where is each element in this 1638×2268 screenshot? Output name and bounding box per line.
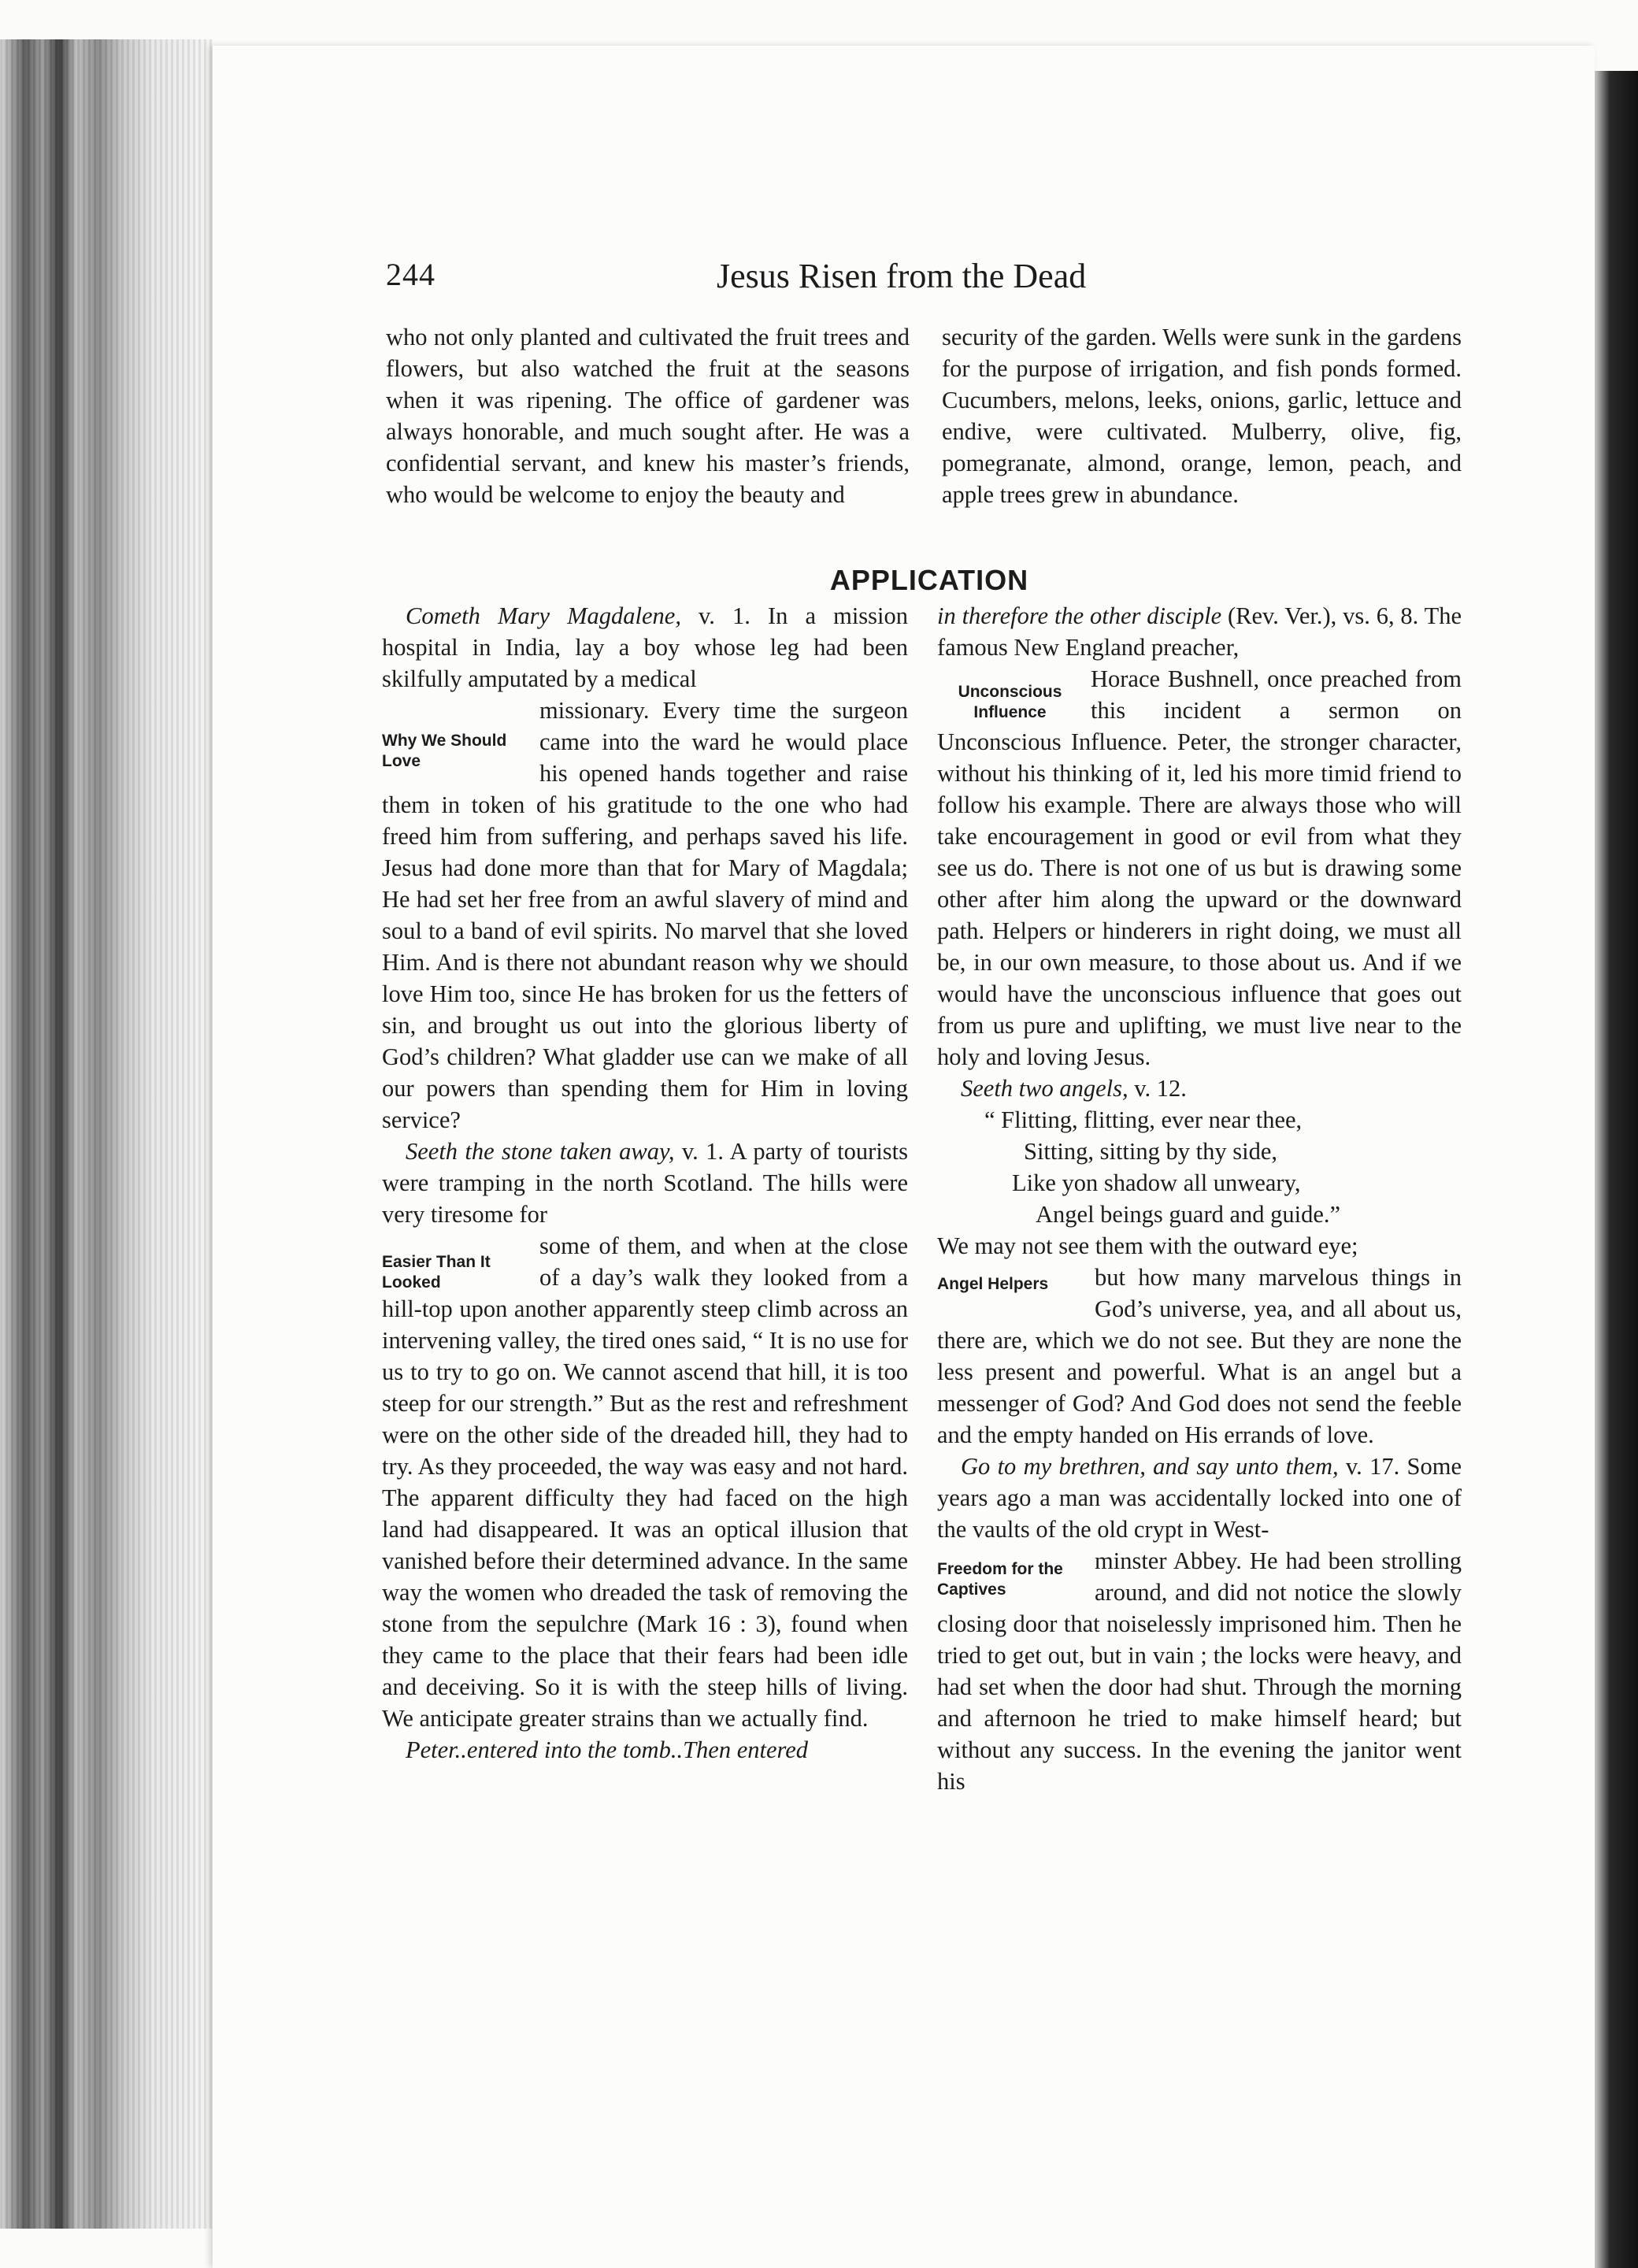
paragraph: security of the garden. Wells were sunk in the gardens for the purpose of irrigation, and fish ponds formed. Cucumbers, melons, leeks, onions, garlic, lettuce and endive, were cultivated. Mulberry, olive, fig, pomegranate, almond, orange, lemon, peach, and apple trees grew in abundance. <box>942 324 1462 508</box>
paragraph-text: v. 1. In a mission hospital in India, lay a boy whose leg had been skilfully amputated by a medical <box>382 602 909 692</box>
paragraph: who not only planted and cultivated the fruit trees and flowers, but also watched the fruit at the seasons when it was ripening. The office of gardener was always honorable, and much sought after. He was a confidential servant, and knew his master’s friends, who would be welcome to enjoy the beauty and <box>386 324 910 508</box>
paragraph-text: some of them, and when at the close of a day’s walk they looked from a hill-top upon another apparently steep climb across an intervening valley, the tired ones said, “ It is no use for us to try to go on. We cannot ascend that hill, it is too steep for our strength.” But as the rest and refreshment were on the other side of the dreaded hill, they had to try. As they proceeded, the way was easy and not hard. The apparent difficulty they had faced on the high land had disappeared. It was an optical illusion that vanished before their determined advance. In the same way the women who dreaded the task of removing the stone from the sepulchre (Mark 16 : 3), found when they came to the place that their fears had been idle and deceiving. So it is with the steep hills of living. We anticipate greater strains than we actually find. <box>382 1232 908 1732</box>
left-column-top <box>386 321 910 510</box>
paragraph-text: missionary. Every time the surgeon came into the ward he would place his opened hands together and raise them in token of his gratitude to the one who had freed him from suffering, and perhaps saved his life. Jesus had done more than that for Mary of Magdala; He had set her free from an awful slavery of mind and soul to a band of evil spirits. No marvel that she loved Him. And is there not abundant reason why we should love Him too, since He has broken for us the fetters of sin, and brought us out into the glorious liberty of God’s children? What gladder use can we make of all our powers than spending them for Him in loving service? <box>382 697 908 1133</box>
paragraph-text: but how many marvelous things in God’s universe, yea, and all about us, there are, which we do not see. But they are none the less present and powerful. What is an angel but a messenger of God? And God does not send the feeble and the empty handed on His errands of love. <box>937 1264 1462 1448</box>
poem-line: Angel beings guard and guide.” <box>1036 1201 1341 1228</box>
paragraph-text: v. 1. A party of tourists were tramping in the north Scotland. The hills were very tiresome for <box>382 1138 909 1228</box>
paragraph-text: minster Abbey. He had been strolling around, and did not notice the slowly closing door that noiselessly imprisoned him. Then he tried to get out, but in vain ; the locks were heavy, and had set when the door had shut. Through the morning and afternoon he tried to make himself heard; but without any success. In the evening the janitor went his <box>937 1547 1462 1795</box>
paragraph-text: v. 17. Some years ago a man was accidentally locked into one of the vaults of the old crypt in West- <box>937 1453 1462 1543</box>
scripture-lead: Peter..entered into the tomb..Then entered <box>406 1736 809 1763</box>
left-column-main <box>382 600 908 1766</box>
poem-line: Like yon shadow all unweary, <box>1012 1169 1301 1196</box>
paragraph-mary-magdalene <box>382 600 908 695</box>
scripture-lead: Go to my brethren, and say unto them, <box>961 1453 1339 1480</box>
paragraph-text: (Rev. Ver.), vs. 6, 8. The famous New England preacher, <box>937 602 1462 661</box>
sidenote-freedom-for-the-captives: Freedom for the Captives <box>937 1560 1063 1599</box>
poem-line: Sitting, sitting by thy side, <box>1024 1138 1277 1165</box>
sidenote-angel-helpers: Angel Helpers <box>937 1275 1049 1293</box>
running-title: Jesus Risen from the Dead <box>717 257 1087 295</box>
page-header <box>386 256 1461 311</box>
paragraph-stone-taken-away <box>382 1136 908 1230</box>
scripture-lead: in therefore the other disciple <box>937 602 1222 629</box>
scripture-lead: Seeth two angels, <box>961 1075 1128 1102</box>
paragraph-text: v. 12. <box>1128 1075 1187 1102</box>
scripture-lead: Seeth the stone taken away, <box>406 1138 675 1165</box>
paragraph-text: Horace Bushnell, once preached from this incident a sermon on Unconscious Influence. Peter, the stronger character, without his thinking of it, led his more timid friend to follow his example. There are always those who will take encouragement in good or evil from what they see us do. There is not one of us but is drawing some other after him along the upward or the downward path. Helpers or hinderers in right doing, we must all be, in our own measure, to those about us. And if we would have the unconscious influence that goes out from us pure and uplifting, we must live near to the holy and loving Jesus. <box>937 665 1462 1070</box>
right-column-main <box>937 600 1462 1797</box>
poem-line: “ Flitting, flitting, ever near thee, <box>984 1106 1303 1133</box>
right-column-top <box>942 321 1462 510</box>
page-number: 244 <box>386 257 435 292</box>
paragraph-text: We may not see them with the outward eye; <box>937 1232 1358 1259</box>
section-heading: APPLICATION <box>829 564 1029 596</box>
book-page-edges <box>0 39 213 2229</box>
poem <box>937 1104 1462 1230</box>
sidenote-easier-than-it-looked: Easier Than It Looked <box>382 1253 491 1292</box>
paragraph-go-to-my-brethren <box>937 1451 1462 1545</box>
sidenote-why-we-should-love: Why We Should Love <box>382 732 507 770</box>
scripture-lead: Cometh Mary Magdalene, <box>406 602 681 629</box>
paragraph-peter-entered <box>382 1734 908 1766</box>
sidenote-unconscious-influence: Unconscious Influence <box>958 683 1062 721</box>
book-binding-shadow <box>1591 71 1638 2268</box>
paragraph-two-angels <box>937 1073 1462 1104</box>
paragraph-other-disciple <box>937 600 1462 663</box>
